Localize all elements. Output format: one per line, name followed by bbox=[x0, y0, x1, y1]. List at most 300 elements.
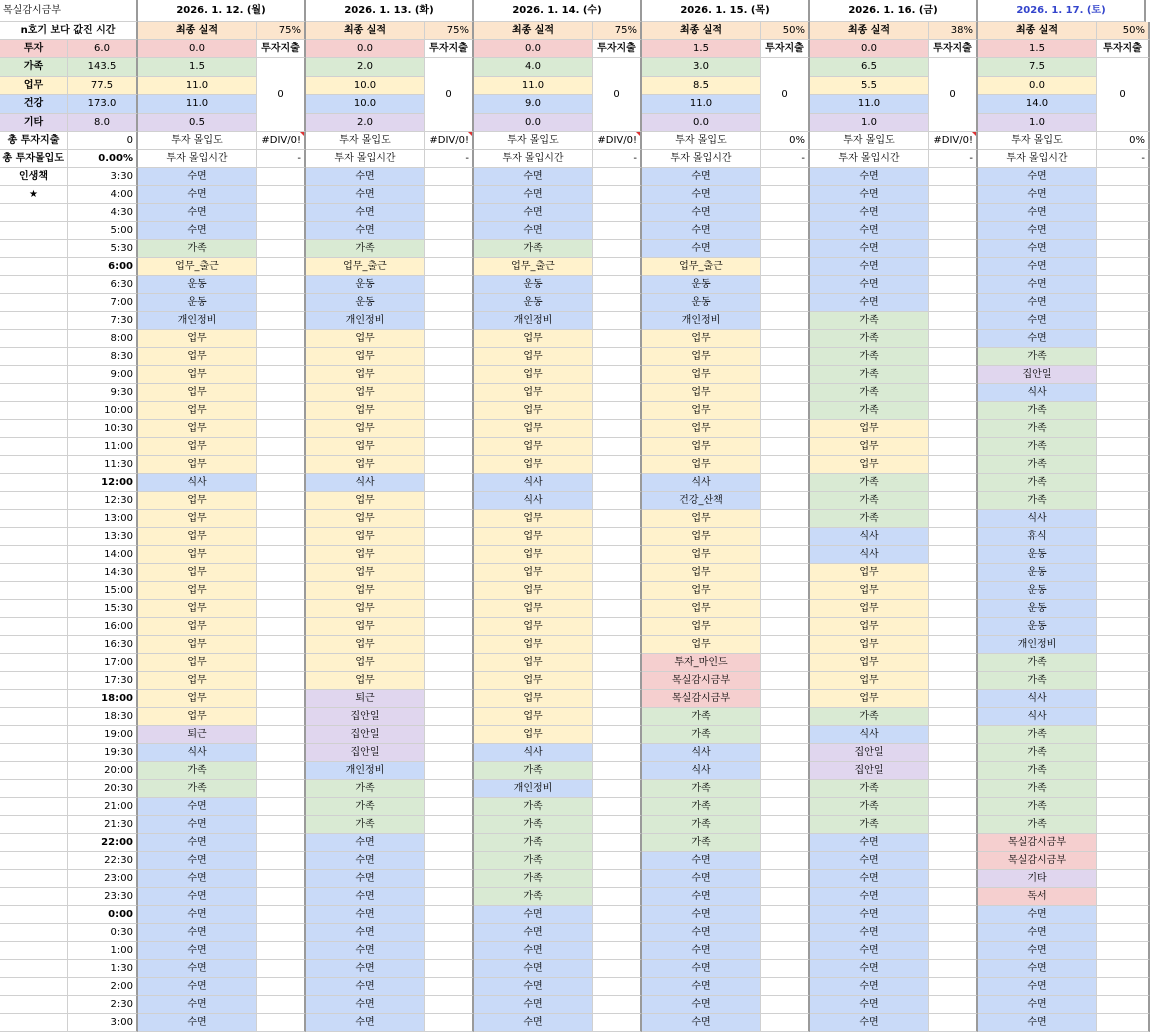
time-label[interactable]: 19:30 bbox=[68, 744, 138, 762]
schedule-activity-cell[interactable]: 업무 bbox=[306, 546, 425, 564]
schedule-blank-cell[interactable] bbox=[593, 582, 642, 600]
schedule-blank-cell[interactable] bbox=[257, 492, 306, 510]
schedule-activity-cell[interactable]: 업무 bbox=[642, 420, 761, 438]
schedule-blank-cell[interactable] bbox=[593, 294, 642, 312]
category-value-가족[interactable]: 143.5 bbox=[68, 58, 138, 77]
category-value-투자[interactable]: 6.0 bbox=[68, 40, 138, 58]
schedule-activity-cell[interactable]: 업무 bbox=[642, 528, 761, 546]
final-result-pct[interactable]: 75% bbox=[257, 22, 306, 40]
schedule-activity-cell[interactable]: 집안일 bbox=[978, 366, 1097, 384]
schedule-activity-cell[interactable]: 식사 bbox=[978, 708, 1097, 726]
time-label[interactable]: 14:00 bbox=[68, 546, 138, 564]
schedule-blank-cell[interactable] bbox=[593, 960, 642, 978]
schedule-blank-cell[interactable] bbox=[929, 888, 978, 906]
schedule-blank-cell[interactable] bbox=[425, 672, 474, 690]
schedule-activity-cell[interactable]: 목실감시금부 bbox=[642, 690, 761, 708]
schedule-activity-cell[interactable]: 수면 bbox=[978, 330, 1097, 348]
time-label[interactable]: 3:30 bbox=[68, 168, 138, 186]
schedule-blank-cell[interactable] bbox=[761, 654, 810, 672]
time-label[interactable]: 5:30 bbox=[68, 240, 138, 258]
label-blank-cell[interactable] bbox=[0, 816, 68, 834]
schedule-activity-cell[interactable]: 업무 bbox=[642, 384, 761, 402]
schedule-activity-cell[interactable]: 수면 bbox=[306, 942, 425, 960]
schedule-blank-cell[interactable] bbox=[257, 1014, 306, 1032]
schedule-activity-cell[interactable]: 업무 bbox=[306, 402, 425, 420]
schedule-blank-cell[interactable] bbox=[425, 204, 474, 222]
schedule-blank-cell[interactable] bbox=[425, 384, 474, 402]
time-label[interactable]: 18:30 bbox=[68, 708, 138, 726]
schedule-activity-cell[interactable]: 업무 bbox=[474, 510, 593, 528]
time-label[interactable]: 21:30 bbox=[68, 816, 138, 834]
schedule-activity-cell[interactable]: 식사 bbox=[810, 546, 929, 564]
schedule-activity-cell[interactable]: 업무 bbox=[138, 384, 257, 402]
time-label[interactable]: 22:30 bbox=[68, 852, 138, 870]
schedule-activity-cell[interactable]: 가족 bbox=[474, 870, 593, 888]
schedule-activity-cell[interactable]: 업무 bbox=[138, 420, 257, 438]
schedule-activity-cell[interactable]: 가족 bbox=[810, 798, 929, 816]
schedule-activity-cell[interactable]: 업무 bbox=[474, 690, 593, 708]
category-hours-inv[interactable]: 0.0 bbox=[138, 40, 257, 58]
category-hours-work[interactable]: 10.0 bbox=[306, 77, 425, 95]
schedule-blank-cell[interactable] bbox=[425, 798, 474, 816]
schedule-blank-cell[interactable] bbox=[761, 888, 810, 906]
focus-time-label[interactable]: 투자 몰입시간 bbox=[306, 150, 425, 168]
schedule-activity-cell[interactable]: 업무_출근 bbox=[474, 258, 593, 276]
schedule-blank-cell[interactable] bbox=[593, 780, 642, 798]
schedule-blank-cell[interactable] bbox=[257, 528, 306, 546]
schedule-blank-cell[interactable] bbox=[761, 1014, 810, 1032]
schedule-blank-cell[interactable] bbox=[929, 726, 978, 744]
time-label[interactable]: 21:00 bbox=[68, 798, 138, 816]
schedule-activity-cell[interactable]: 운동 bbox=[978, 600, 1097, 618]
invest-spend-value[interactable]: 0 bbox=[1097, 58, 1150, 132]
schedule-activity-cell[interactable]: 업무 bbox=[306, 456, 425, 474]
label-blank-cell[interactable] bbox=[0, 870, 68, 888]
schedule-blank-cell[interactable] bbox=[257, 456, 306, 474]
time-label[interactable]: 7:30 bbox=[68, 312, 138, 330]
time-label[interactable]: 5:00 bbox=[68, 222, 138, 240]
schedule-blank-cell[interactable] bbox=[761, 510, 810, 528]
category-hours-etc[interactable]: 0.5 bbox=[138, 114, 257, 132]
schedule-blank-cell[interactable] bbox=[257, 708, 306, 726]
schedule-activity-cell[interactable]: 수면 bbox=[978, 204, 1097, 222]
schedule-activity-cell[interactable]: 운동 bbox=[474, 276, 593, 294]
category-hours-health[interactable]: 11.0 bbox=[810, 95, 929, 114]
schedule-blank-cell[interactable] bbox=[593, 312, 642, 330]
schedule-activity-cell[interactable]: 업무 bbox=[306, 654, 425, 672]
schedule-blank-cell[interactable] bbox=[1097, 996, 1150, 1014]
schedule-blank-cell[interactable] bbox=[425, 690, 474, 708]
schedule-blank-cell[interactable] bbox=[1097, 780, 1150, 798]
schedule-activity-cell[interactable]: 수면 bbox=[978, 240, 1097, 258]
schedule-activity-cell[interactable]: 개인정비 bbox=[306, 762, 425, 780]
schedule-activity-cell[interactable]: 수면 bbox=[306, 996, 425, 1014]
schedule-blank-cell[interactable] bbox=[257, 186, 306, 204]
schedule-activity-cell[interactable]: 수면 bbox=[810, 852, 929, 870]
schedule-activity-cell[interactable]: 수면 bbox=[810, 960, 929, 978]
category-hours-health[interactable]: 11.0 bbox=[642, 95, 761, 114]
schedule-blank-cell[interactable] bbox=[257, 582, 306, 600]
schedule-blank-cell[interactable] bbox=[593, 456, 642, 474]
schedule-activity-cell[interactable]: 식사 bbox=[978, 384, 1097, 402]
schedule-activity-cell[interactable]: 운동 bbox=[978, 582, 1097, 600]
time-label[interactable]: 11:30 bbox=[68, 456, 138, 474]
schedule-activity-cell[interactable]: 가족 bbox=[978, 474, 1097, 492]
category-hours-health[interactable]: 11.0 bbox=[138, 95, 257, 114]
schedule-blank-cell[interactable] bbox=[593, 186, 642, 204]
label-blank-cell[interactable] bbox=[0, 690, 68, 708]
time-label[interactable]: 8:00 bbox=[68, 330, 138, 348]
schedule-blank-cell[interactable] bbox=[761, 816, 810, 834]
schedule-blank-cell[interactable] bbox=[761, 492, 810, 510]
schedule-blank-cell[interactable] bbox=[1097, 564, 1150, 582]
category-hours-inv[interactable]: 0.0 bbox=[474, 40, 593, 58]
schedule-activity-cell[interactable]: 업무 bbox=[642, 582, 761, 600]
schedule-activity-cell[interactable]: 업무 bbox=[474, 564, 593, 582]
schedule-blank-cell[interactable] bbox=[257, 330, 306, 348]
schedule-activity-cell[interactable]: 수면 bbox=[138, 186, 257, 204]
schedule-activity-cell[interactable]: 수면 bbox=[138, 978, 257, 996]
category-hours-fam[interactable]: 7.5 bbox=[978, 58, 1097, 77]
schedule-blank-cell[interactable] bbox=[425, 960, 474, 978]
schedule-blank-cell[interactable] bbox=[1097, 960, 1150, 978]
schedule-blank-cell[interactable] bbox=[929, 330, 978, 348]
schedule-blank-cell[interactable] bbox=[929, 942, 978, 960]
schedule-activity-cell[interactable]: 업무 bbox=[810, 438, 929, 456]
schedule-blank-cell[interactable] bbox=[593, 510, 642, 528]
schedule-blank-cell[interactable] bbox=[761, 636, 810, 654]
label-blank-cell[interactable] bbox=[0, 834, 68, 852]
schedule-activity-cell[interactable]: 식사 bbox=[642, 744, 761, 762]
schedule-activity-cell[interactable]: 식사 bbox=[474, 474, 593, 492]
schedule-activity-cell[interactable]: 수면 bbox=[306, 924, 425, 942]
schedule-activity-cell[interactable]: 업무 bbox=[642, 600, 761, 618]
schedule-activity-cell[interactable]: 퇴근 bbox=[306, 690, 425, 708]
schedule-blank-cell[interactable] bbox=[929, 780, 978, 798]
time-label[interactable]: 11:00 bbox=[68, 438, 138, 456]
schedule-activity-cell[interactable]: 수면 bbox=[978, 960, 1097, 978]
schedule-blank-cell[interactable] bbox=[1097, 186, 1150, 204]
schedule-blank-cell[interactable] bbox=[929, 744, 978, 762]
schedule-blank-cell[interactable] bbox=[1097, 366, 1150, 384]
time-label[interactable]: 6:30 bbox=[68, 276, 138, 294]
schedule-blank-cell[interactable] bbox=[593, 564, 642, 582]
schedule-blank-cell[interactable] bbox=[257, 546, 306, 564]
schedule-activity-cell[interactable]: 수면 bbox=[474, 996, 593, 1014]
schedule-blank-cell[interactable] bbox=[929, 708, 978, 726]
schedule-blank-cell[interactable] bbox=[593, 420, 642, 438]
label-blank-cell[interactable] bbox=[0, 492, 68, 510]
schedule-blank-cell[interactable] bbox=[425, 258, 474, 276]
schedule-blank-cell[interactable] bbox=[929, 546, 978, 564]
focus-value[interactable]: #DIV/0! bbox=[257, 132, 306, 150]
schedule-activity-cell[interactable]: 업무 bbox=[474, 348, 593, 366]
schedule-activity-cell[interactable]: 목실감시금부 bbox=[978, 852, 1097, 870]
schedule-activity-cell[interactable]: 수면 bbox=[138, 852, 257, 870]
final-result-label[interactable]: 최종 실적 bbox=[474, 22, 593, 40]
time-label[interactable]: 10:00 bbox=[68, 402, 138, 420]
schedule-activity-cell[interactable]: 업무 bbox=[306, 636, 425, 654]
focus-time-value[interactable]: - bbox=[257, 150, 306, 168]
focus-value[interactable]: #DIV/0! bbox=[593, 132, 642, 150]
schedule-blank-cell[interactable] bbox=[593, 690, 642, 708]
schedule-activity-cell[interactable]: 수면 bbox=[138, 834, 257, 852]
final-result-pct[interactable]: 38% bbox=[929, 22, 978, 40]
label-blank-cell[interactable] bbox=[0, 996, 68, 1014]
schedule-activity-cell[interactable]: 가족 bbox=[306, 240, 425, 258]
schedule-activity-cell[interactable]: 수면 bbox=[978, 294, 1097, 312]
schedule-activity-cell[interactable]: 수면 bbox=[810, 942, 929, 960]
schedule-activity-cell[interactable]: 업무_출근 bbox=[138, 258, 257, 276]
schedule-blank-cell[interactable] bbox=[257, 438, 306, 456]
schedule-blank-cell[interactable] bbox=[761, 870, 810, 888]
invest-spend-label[interactable]: 투자지출 bbox=[257, 40, 306, 58]
schedule-activity-cell[interactable]: 가족 bbox=[978, 672, 1097, 690]
schedule-blank-cell[interactable] bbox=[593, 816, 642, 834]
schedule-activity-cell[interactable]: 수면 bbox=[642, 870, 761, 888]
schedule-blank-cell[interactable] bbox=[761, 978, 810, 996]
schedule-blank-cell[interactable] bbox=[593, 366, 642, 384]
label-blank-cell[interactable] bbox=[0, 528, 68, 546]
schedule-blank-cell[interactable] bbox=[1097, 294, 1150, 312]
schedule-activity-cell[interactable]: 업무 bbox=[810, 420, 929, 438]
schedule-blank-cell[interactable] bbox=[761, 366, 810, 384]
schedule-blank-cell[interactable] bbox=[257, 690, 306, 708]
invest-spend-value[interactable]: 0 bbox=[761, 58, 810, 132]
label-blank-cell[interactable] bbox=[0, 906, 68, 924]
schedule-activity-cell[interactable]: 수면 bbox=[978, 996, 1097, 1014]
schedule-blank-cell[interactable] bbox=[761, 852, 810, 870]
schedule-activity-cell[interactable]: 가족 bbox=[978, 420, 1097, 438]
schedule-blank-cell[interactable] bbox=[425, 1014, 474, 1032]
schedule-activity-cell[interactable]: 수면 bbox=[642, 906, 761, 924]
schedule-blank-cell[interactable] bbox=[425, 564, 474, 582]
schedule-activity-cell[interactable]: 가족 bbox=[978, 762, 1097, 780]
schedule-activity-cell[interactable]: 가족 bbox=[138, 780, 257, 798]
schedule-activity-cell[interactable]: 가족 bbox=[306, 798, 425, 816]
schedule-blank-cell[interactable] bbox=[929, 798, 978, 816]
schedule-blank-cell[interactable] bbox=[593, 798, 642, 816]
schedule-blank-cell[interactable] bbox=[257, 870, 306, 888]
schedule-blank-cell[interactable] bbox=[761, 330, 810, 348]
schedule-blank-cell[interactable] bbox=[929, 654, 978, 672]
schedule-blank-cell[interactable] bbox=[257, 924, 306, 942]
schedule-activity-cell[interactable]: 업무 bbox=[810, 600, 929, 618]
schedule-blank-cell[interactable] bbox=[1097, 924, 1150, 942]
schedule-activity-cell[interactable]: 업무 bbox=[474, 330, 593, 348]
schedule-blank-cell[interactable] bbox=[593, 672, 642, 690]
schedule-blank-cell[interactable] bbox=[425, 618, 474, 636]
schedule-activity-cell[interactable]: 식사 bbox=[642, 474, 761, 492]
day-header-date[interactable]: 2026. 1. 16. (금) bbox=[810, 0, 978, 22]
schedule-activity-cell[interactable]: 업무 bbox=[138, 528, 257, 546]
schedule-activity-cell[interactable]: 업무 bbox=[138, 456, 257, 474]
schedule-activity-cell[interactable]: 가족 bbox=[810, 492, 929, 510]
time-label[interactable]: 9:30 bbox=[68, 384, 138, 402]
category-label-가족[interactable]: 가족 bbox=[0, 58, 68, 77]
schedule-activity-cell[interactable]: 수면 bbox=[642, 888, 761, 906]
schedule-blank-cell[interactable] bbox=[1097, 546, 1150, 564]
schedule-activity-cell[interactable]: 업무 bbox=[138, 690, 257, 708]
schedule-blank-cell[interactable] bbox=[593, 744, 642, 762]
schedule-activity-cell[interactable]: 업무 bbox=[306, 348, 425, 366]
schedule-activity-cell[interactable]: 수면 bbox=[474, 222, 593, 240]
schedule-activity-cell[interactable]: 업무 bbox=[306, 420, 425, 438]
label-blank-cell[interactable] bbox=[0, 546, 68, 564]
total-spend-label[interactable]: 총 투자지출 bbox=[0, 132, 68, 150]
day-header-date[interactable]: 2026. 1. 17. (토) bbox=[978, 0, 1146, 22]
schedule-activity-cell[interactable]: 가족 bbox=[642, 780, 761, 798]
schedule-blank-cell[interactable] bbox=[761, 672, 810, 690]
schedule-blank-cell[interactable] bbox=[593, 438, 642, 456]
total-focus-value[interactable]: 0.00% bbox=[68, 150, 138, 168]
label-blank-cell[interactable] bbox=[0, 348, 68, 366]
schedule-activity-cell[interactable]: 수면 bbox=[642, 1014, 761, 1032]
schedule-blank-cell[interactable] bbox=[929, 816, 978, 834]
schedule-activity-cell[interactable]: 식사 bbox=[474, 492, 593, 510]
schedule-blank-cell[interactable] bbox=[1097, 618, 1150, 636]
focus-time-value[interactable]: - bbox=[1097, 150, 1150, 168]
time-label[interactable]: 17:00 bbox=[68, 654, 138, 672]
schedule-blank-cell[interactable] bbox=[257, 654, 306, 672]
schedule-blank-cell[interactable] bbox=[257, 978, 306, 996]
schedule-blank-cell[interactable] bbox=[1097, 1014, 1150, 1032]
schedule-activity-cell[interactable]: 업무 bbox=[138, 546, 257, 564]
schedule-activity-cell[interactable]: 수면 bbox=[474, 168, 593, 186]
time-label[interactable]: 23:30 bbox=[68, 888, 138, 906]
schedule-blank-cell[interactable] bbox=[1097, 474, 1150, 492]
schedule-activity-cell[interactable]: 가족 bbox=[978, 726, 1097, 744]
schedule-activity-cell[interactable]: 업무 bbox=[642, 348, 761, 366]
schedule-activity-cell[interactable]: 업무 bbox=[642, 636, 761, 654]
invest-spend-value[interactable]: 0 bbox=[929, 58, 978, 132]
category-label-기타[interactable]: 기타 bbox=[0, 114, 68, 132]
schedule-blank-cell[interactable] bbox=[929, 474, 978, 492]
schedule-blank-cell[interactable] bbox=[929, 204, 978, 222]
schedule-blank-cell[interactable] bbox=[1097, 222, 1150, 240]
day-header-date[interactable]: 2026. 1. 15. (목) bbox=[642, 0, 810, 22]
schedule-activity-cell[interactable]: 가족 bbox=[642, 726, 761, 744]
category-hours-health[interactable]: 10.0 bbox=[306, 95, 425, 114]
category-hours-fam[interactable]: 4.0 bbox=[474, 58, 593, 77]
schedule-blank-cell[interactable] bbox=[929, 690, 978, 708]
schedule-blank-cell[interactable] bbox=[593, 906, 642, 924]
schedule-blank-cell[interactable] bbox=[761, 348, 810, 366]
schedule-blank-cell[interactable] bbox=[929, 240, 978, 258]
category-hours-work[interactable]: 11.0 bbox=[474, 77, 593, 95]
schedule-blank-cell[interactable] bbox=[257, 834, 306, 852]
schedule-blank-cell[interactable] bbox=[761, 276, 810, 294]
invest-spend-value[interactable]: 0 bbox=[425, 58, 474, 132]
schedule-blank-cell[interactable] bbox=[425, 438, 474, 456]
schedule-blank-cell[interactable] bbox=[761, 726, 810, 744]
focus-time-value[interactable]: - bbox=[761, 150, 810, 168]
schedule-blank-cell[interactable] bbox=[1097, 798, 1150, 816]
schedule-activity-cell[interactable]: 개인정비 bbox=[642, 312, 761, 330]
schedule-blank-cell[interactable] bbox=[593, 888, 642, 906]
schedule-blank-cell[interactable] bbox=[761, 582, 810, 600]
focus-label[interactable]: 투자 몰입도 bbox=[306, 132, 425, 150]
schedule-blank-cell[interactable] bbox=[593, 348, 642, 366]
focus-label[interactable]: 투자 몰입도 bbox=[474, 132, 593, 150]
schedule-activity-cell[interactable]: 수면 bbox=[978, 168, 1097, 186]
schedule-blank-cell[interactable] bbox=[761, 690, 810, 708]
day-header-date[interactable]: 2026. 1. 14. (수) bbox=[474, 0, 642, 22]
schedule-activity-cell[interactable]: 식사 bbox=[474, 744, 593, 762]
schedule-blank-cell[interactable] bbox=[425, 708, 474, 726]
schedule-activity-cell[interactable]: 집안일 bbox=[810, 744, 929, 762]
schedule-activity-cell[interactable]: 업무 bbox=[474, 726, 593, 744]
schedule-activity-cell[interactable]: 수면 bbox=[978, 924, 1097, 942]
focus-label[interactable]: 투자 몰입도 bbox=[642, 132, 761, 150]
schedule-activity-cell[interactable]: 업무 bbox=[138, 564, 257, 582]
schedule-blank-cell[interactable] bbox=[425, 834, 474, 852]
schedule-blank-cell[interactable] bbox=[929, 456, 978, 474]
schedule-blank-cell[interactable] bbox=[593, 258, 642, 276]
schedule-activity-cell[interactable]: 수면 bbox=[306, 960, 425, 978]
schedule-activity-cell[interactable]: 수면 bbox=[138, 816, 257, 834]
schedule-blank-cell[interactable] bbox=[1097, 708, 1150, 726]
schedule-activity-cell[interactable]: 업무 bbox=[474, 402, 593, 420]
schedule-activity-cell[interactable]: 식사 bbox=[810, 726, 929, 744]
schedule-blank-cell[interactable] bbox=[1097, 654, 1150, 672]
schedule-activity-cell[interactable]: 수면 bbox=[642, 924, 761, 942]
schedule-activity-cell[interactable]: 업무 bbox=[810, 582, 929, 600]
schedule-activity-cell[interactable]: 가족 bbox=[978, 798, 1097, 816]
schedule-activity-cell[interactable]: 가족 bbox=[642, 834, 761, 852]
schedule-blank-cell[interactable] bbox=[425, 348, 474, 366]
schedule-blank-cell[interactable] bbox=[425, 366, 474, 384]
schedule-blank-cell[interactable] bbox=[929, 348, 978, 366]
category-hours-work[interactable]: 11.0 bbox=[138, 77, 257, 95]
schedule-blank-cell[interactable] bbox=[425, 600, 474, 618]
time-label[interactable]: 17:30 bbox=[68, 672, 138, 690]
schedule-blank-cell[interactable] bbox=[929, 294, 978, 312]
schedule-activity-cell[interactable]: 집안일 bbox=[306, 744, 425, 762]
category-hours-etc[interactable]: 2.0 bbox=[306, 114, 425, 132]
schedule-activity-cell[interactable]: 업무_출근 bbox=[306, 258, 425, 276]
schedule-activity-cell[interactable]: 수면 bbox=[810, 924, 929, 942]
final-result-pct[interactable]: 75% bbox=[425, 22, 474, 40]
schedule-blank-cell[interactable] bbox=[761, 996, 810, 1014]
schedule-blank-cell[interactable] bbox=[257, 366, 306, 384]
schedule-blank-cell[interactable] bbox=[929, 510, 978, 528]
category-label-투자[interactable]: 투자 bbox=[0, 40, 68, 58]
schedule-blank-cell[interactable] bbox=[761, 294, 810, 312]
schedule-blank-cell[interactable] bbox=[761, 474, 810, 492]
schedule-activity-cell[interactable]: 운동 bbox=[138, 294, 257, 312]
schedule-blank-cell[interactable] bbox=[593, 978, 642, 996]
schedule-activity-cell[interactable]: 수면 bbox=[474, 186, 593, 204]
schedule-blank-cell[interactable] bbox=[929, 924, 978, 942]
schedule-activity-cell[interactable]: 업무 bbox=[306, 582, 425, 600]
schedule-activity-cell[interactable]: 업무 bbox=[474, 708, 593, 726]
label-blank-cell[interactable] bbox=[0, 654, 68, 672]
schedule-activity-cell[interactable]: 업무 bbox=[474, 366, 593, 384]
schedule-blank-cell[interactable] bbox=[1097, 582, 1150, 600]
category-value-건강[interactable]: 173.0 bbox=[68, 95, 138, 114]
schedule-activity-cell[interactable]: 수면 bbox=[642, 852, 761, 870]
category-hours-health[interactable]: 14.0 bbox=[978, 95, 1097, 114]
schedule-activity-cell[interactable]: 수면 bbox=[474, 204, 593, 222]
schedule-activity-cell[interactable]: 가족 bbox=[306, 816, 425, 834]
schedule-blank-cell[interactable] bbox=[593, 204, 642, 222]
schedule-activity-cell[interactable]: 수면 bbox=[642, 204, 761, 222]
schedule-activity-cell[interactable]: 수면 bbox=[810, 222, 929, 240]
schedule-blank-cell[interactable] bbox=[425, 402, 474, 420]
focus-time-label[interactable]: 투자 몰입시간 bbox=[978, 150, 1097, 168]
schedule-blank-cell[interactable] bbox=[425, 330, 474, 348]
